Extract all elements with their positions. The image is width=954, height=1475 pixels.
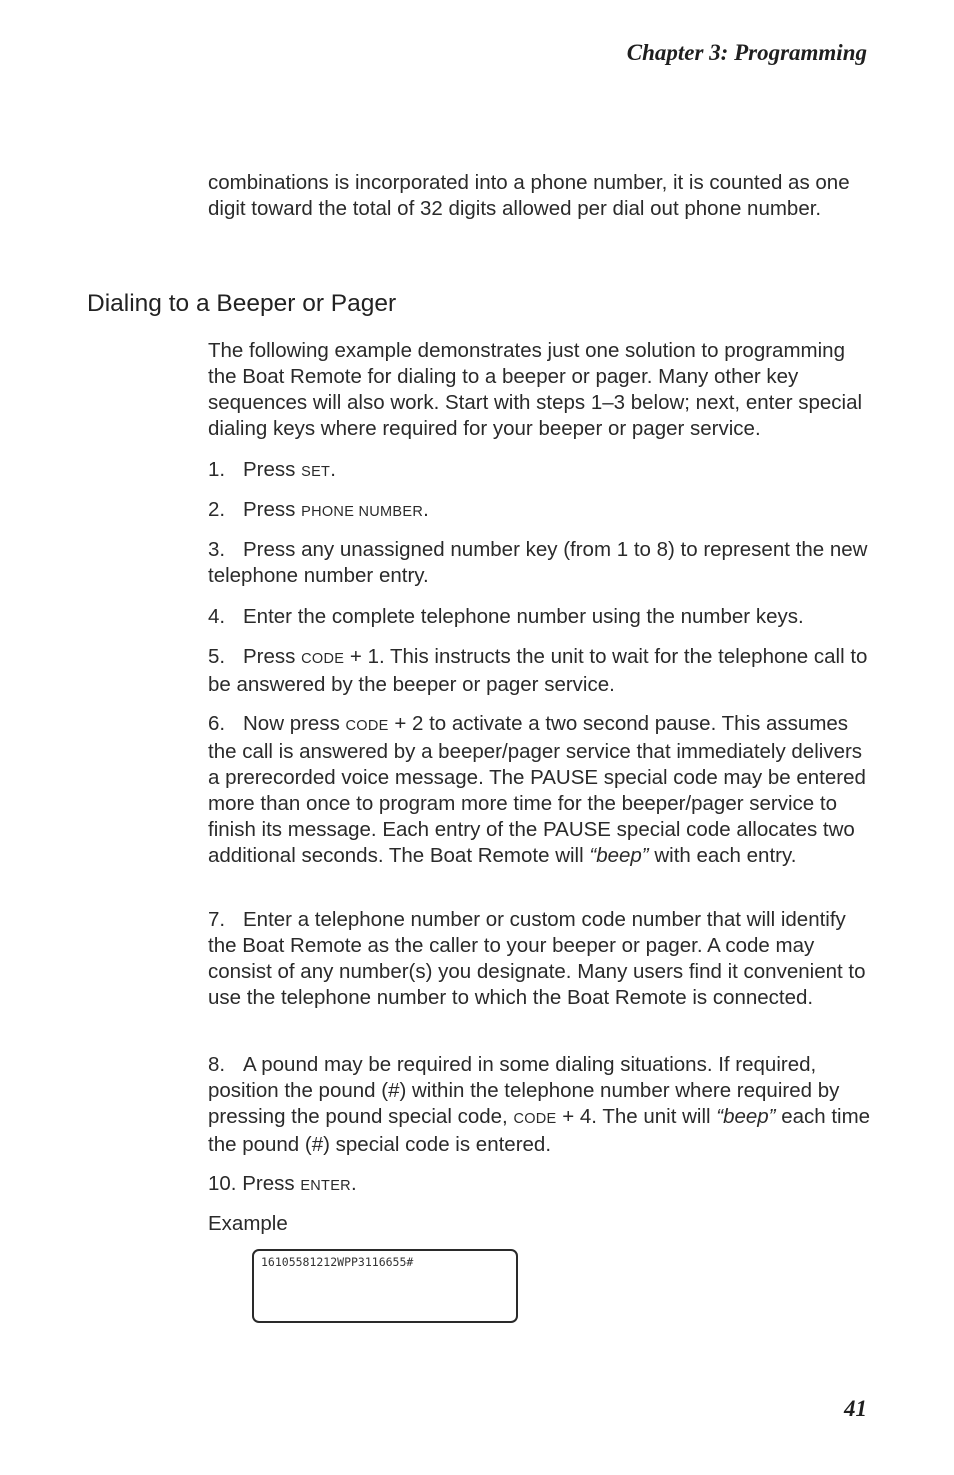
lead-paragraph: The following example demonstrates just one solution to programming the Boat Remote for dialing to a beeper or pager. Many other key sequences will also work. Start with steps 1–3 below; next, enter special dialing keys where required for your beeper or pager service.	[208, 339, 863, 440]
chapter-header: Chapter 3: Programming	[626, 40, 867, 65]
example-label: Example	[208, 1212, 288, 1235]
step-10: 10. Press ENTER.	[208, 1172, 357, 1195]
lcd-display	[252, 1249, 518, 1323]
step-number: 1.	[208, 458, 226, 481]
step-4: 4. Enter the complete telephone number using the number keys.	[208, 605, 804, 628]
key-label-enter: ENTER	[300, 1178, 351, 1194]
step-number: 3.	[208, 538, 226, 561]
key-label-code: CODE	[345, 718, 389, 734]
step-6: 6. Now press CODE + 2 to activate a two second pause. This assumes the call is answered by a beeper/pager service that immediately delivers a prerecorded voice message. The PAUSE special code may be entered more than once to program more time for the beeper/pager service to finish its message. Each entry of the PAUSE special code allocates two additional seconds. The Boat Remote will “beep” with each entry.	[208, 712, 866, 867]
lcd-display-text: 16105581212WPP3116655#	[261, 1255, 414, 1269]
key-label-code: CODE	[513, 1111, 557, 1127]
step-number: 2.	[208, 498, 226, 521]
step-5: 5. Press CODE + 1. This instructs the unit to wait for the telephone call to be answered by the beeper or pager service.	[208, 645, 868, 696]
step-number: 5.	[208, 645, 226, 668]
key-label-set: SET	[301, 464, 331, 480]
step-number: 4.	[208, 605, 226, 628]
section-heading: Dialing to a Beeper or Pager	[87, 290, 397, 317]
step-number: 8.	[208, 1053, 226, 1076]
key-label-code: CODE	[301, 651, 345, 667]
step-8: 8. A pound may be required in some dialing situations. If required, position the pound (#) within the telephone number where required by pressing the pound special code, CODE + 4. The unit will “beep” each time the pound (#) special code is entered.	[208, 1053, 871, 1156]
step-3: 3. Press any unassigned number key (from 1 to 8) to represent the new telephone number entry.	[208, 538, 868, 587]
step-2: 2. Press PHONE NUMBER.	[208, 498, 429, 521]
key-label-phone-number: PHONE NUMBER	[301, 504, 424, 520]
step-7: 7. Enter a telephone number or custom code number that will identify the Boat Remote as the caller to your beeper or pager. A code may consist of any number(s) you designate. Many users find it convenient to use the telephone number to which the Boat Remote is connected.	[208, 908, 866, 1009]
step-number: 7.	[208, 908, 226, 931]
intro-paragraph: combinations is incorporated into a phone number, it is counted as one digit toward the total of 32 digits allowed per dial out phone number.	[208, 171, 850, 220]
step-1: 1. Press SET.	[208, 458, 336, 481]
step-number: 10.	[208, 1172, 237, 1195]
page-number: 41	[844, 1396, 867, 1421]
step-number: 6.	[208, 712, 226, 735]
